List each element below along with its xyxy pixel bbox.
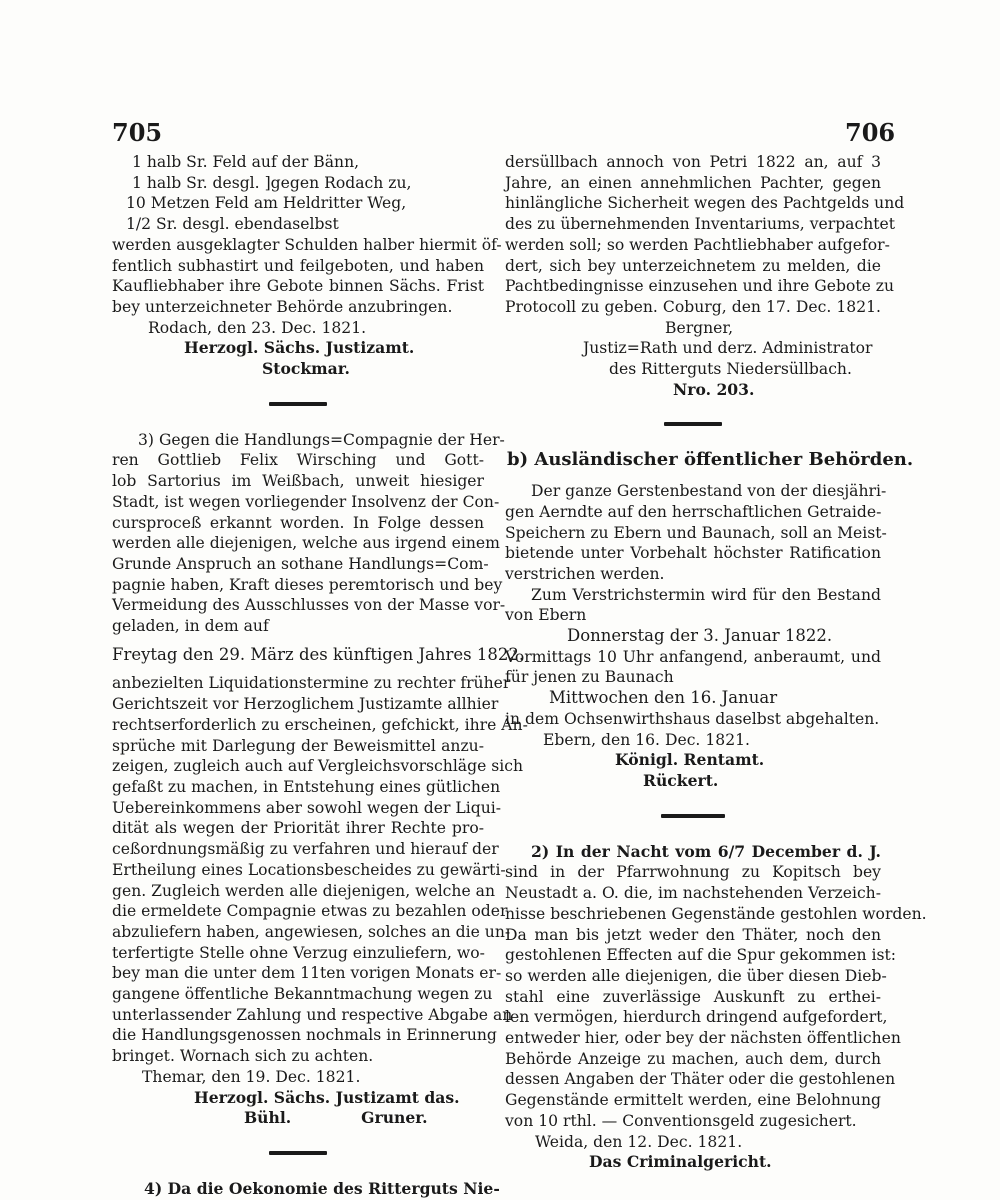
right-column	[505, 152, 927, 1173]
text-line: zeigen, zugleich auch auf Vergleichsvorschläge sich	[112, 757, 524, 776]
list-lines	[112, 152, 484, 235]
text-line: Der ganze Gerstenbestand von der diesjähri-	[531, 482, 887, 501]
text-line: von 10 rthl. — Conventionsgeld zugesichert.	[505, 1111, 857, 1130]
text-line: abzuliefern haben, angewiesen, solches an die un-	[112, 922, 511, 941]
text-line: Behörde Anzeige zu machen, auch dem, durch	[505, 1049, 881, 1068]
text-line: bey man die unter dem 11ten vorigen Monats er-	[112, 964, 502, 983]
text-line: Grunde Anspruch an sothane Handlungs=Com-	[112, 554, 489, 573]
text-line: dessen Angaben der Thäter oder die gestohlenen	[505, 1070, 896, 1089]
text-line: werden ausgeklagter Schulden halber hiermit öf-	[112, 235, 502, 254]
page-number-left: 705	[112, 118, 163, 147]
text-line: die ermeldete Compagnie etwas zu bezahlen oder	[112, 902, 508, 921]
text-line: Zum Verstrichstermin wird für den Bestand	[531, 585, 881, 604]
notice-2	[505, 841, 927, 1132]
text-line: fentlich subhastirt und feilgeboten, und haben	[112, 256, 484, 275]
signer: Stockmar.	[262, 359, 350, 379]
list-line: 1 halb Sr. desgl. ]gegen Rodach zu,	[132, 173, 412, 192]
text-line: Jahre, an einen annehmlichen Pachter, gegen	[505, 173, 881, 192]
text-line: hinlängliche Sicherheit wegen des Pachtgelds und	[505, 194, 905, 213]
text-line: bietende unter Vorbehalt höchster Ratification	[505, 544, 881, 563]
text-line: bringet. Wornach sich zu achten.	[112, 1047, 374, 1066]
authority: Herzogl. Sächs. Justizamt das.	[194, 1087, 460, 1107]
notice-1	[505, 481, 887, 585]
text-line: werden soll; so werden Pachtliebhaber aufgefor-	[505, 235, 890, 254]
text-line: nisse beschriebenen Gegenstände gestohlen worden.	[505, 904, 927, 923]
term-date: Mittwochen den 16. Januar	[549, 688, 778, 708]
page-number-right: 706	[845, 118, 896, 147]
section-heading: b) Ausländischer öffentlicher Behörden.	[507, 449, 914, 471]
text-line: Pachtbedingnisse einzusehen und ihre Gebote zu	[505, 277, 895, 296]
text-line: Protocoll zu geben. Coburg, den 17. Dec. 1821.	[505, 297, 881, 316]
left-column	[112, 152, 528, 1200]
text-line: Speichern zu Ebern und Baunach, soll an Meist-	[505, 523, 887, 542]
divider	[664, 422, 722, 426]
text-line: gefaßt zu machen, in Entstehung eines gütlichen	[112, 777, 501, 796]
text-line: des zu übernehmenden Inventariums, verpachtet	[505, 215, 896, 234]
text-line: gestohlenen Effecten auf die Spur gekommen ist:	[505, 946, 897, 965]
text-line: dersüllbach annoch von Petri 1822 an, auf 3	[505, 153, 881, 171]
text-line: 3) Gegen die Handlungs=Compagnie der Her-	[138, 430, 505, 449]
signer: Rückert.	[643, 770, 719, 790]
text-line: in dem Ochsenwirthshaus daselbst abgehalten.	[505, 709, 880, 728]
text-line: Da man bis jetzt weder den Thäter, noch den	[505, 925, 881, 944]
list-line: 1/2 Sr. desgl. ebendaselbst	[126, 215, 339, 234]
text-line: terfertigte Stelle ohne Verzug einzuliefern, wo-	[112, 943, 485, 962]
text-line: dert, sich bey unterzeichnetem zu melden, die	[505, 256, 881, 275]
text-line: für jenen zu Baunach	[505, 668, 674, 687]
text-line: werden alle diejenigen, welche aus irgend einem	[112, 534, 500, 553]
notice-number: Nro. 203.	[673, 379, 755, 399]
divider	[269, 402, 327, 406]
text-line: Uebereinkommens aber sowohl wegen der Liqui-	[112, 798, 501, 817]
text-line: Stadt, ist wegen vorliegender Insolvenz der Con-	[112, 492, 500, 511]
text-line: len vermögen, hierdurch dringend aufgefordert,	[505, 1008, 888, 1027]
deadline-line: Freytag den 29. März des künftigen Jahres 1822.	[112, 644, 525, 664]
signer: Bergner,	[665, 318, 734, 337]
notice-4-continued	[505, 152, 905, 318]
text-line: gen. Zugleich werden alle diejenigen, welche an	[112, 881, 495, 900]
text-line: verstrichen werden.	[505, 564, 665, 583]
text-line: bey unterzeichneter Behörde anzubringen.	[112, 297, 453, 316]
text-line: gangene öffentliche Bekanntmachung wegen zu	[112, 985, 493, 1004]
signer-title: Justiz=Rath und derz. Administrator	[583, 339, 873, 358]
signatures	[112, 1108, 484, 1129]
text-line: pagnie haben, Kraft dieses peremtorisch und bey	[112, 575, 503, 594]
place-date: Ebern, den 16. Dec. 1821.	[543, 730, 750, 749]
text-line: ren Gottlieb Felix Wirsching und Gott-	[112, 451, 484, 470]
term-date: Donnerstag der 3. Januar 1822.	[567, 626, 833, 646]
paragraph-sale	[112, 235, 502, 318]
text-line: 2) In der Nacht vom 6/7 December d. J.	[531, 841, 881, 861]
signer: Bühl.	[244, 1108, 292, 1128]
text-line: Gerichtszeit vor Herzoglichem Justizamte allhier	[112, 695, 499, 714]
text-line: Kaufliebhaber ihre Gebote binnen Sächs. Frist	[112, 277, 484, 296]
text-line: anbezielten Liquidationstermine zu rechter früher	[112, 674, 511, 693]
authority: Herzogl. Sächs. Justizamt.	[184, 338, 415, 358]
text-line: unterlassender Zahlung und respective Abgabe an	[112, 1005, 513, 1024]
text-line: ceßordnungsmäßig zu verfahren und hierauf der	[112, 840, 499, 859]
place-date: Rodach, den 23. Dec. 1821.	[148, 318, 367, 337]
text-line: Vermeidung des Ausschlusses von der Masse vor-	[112, 596, 506, 615]
divider	[269, 1151, 327, 1155]
text-line: stahl eine zuverlässige Auskunft zu erthei-	[505, 987, 881, 1006]
text-line: cursproceß erkannt worden. In Folge dessen	[112, 513, 484, 532]
notice-3-continued	[112, 673, 528, 1066]
notice-3	[112, 430, 506, 637]
signer: Gruner.	[361, 1108, 428, 1128]
divider	[661, 814, 725, 818]
text-line: Gegenstände ermittelt werden, eine Belohnung	[505, 1091, 882, 1110]
text-line: so werden alle diejenigen, die über diesen Dieb-	[505, 966, 887, 985]
text-line: dität als wegen der Priorität ihrer Rechte pro-	[112, 819, 484, 838]
signer-title: des Ritterguts Niedersüllbach.	[609, 360, 852, 379]
list-line: 1 halb Sr. Feld auf der Bänn,	[132, 153, 360, 171]
place-date: Themar, den 19. Dec. 1821.	[142, 1067, 361, 1086]
text-line: Vormittags 10 Uhr anfangend, anberaumt, und	[505, 647, 881, 666]
text-line: sprüche mit Darlegung der Beweismittel anzu-	[112, 736, 484, 755]
text-line: die Handlungsgenossen nochmals in Erinnerung	[112, 1026, 497, 1045]
authority: Königl. Rentamt.	[615, 750, 765, 770]
text-line: von Ebern	[505, 606, 587, 625]
notice-4-start: 4) Da die Oekonomie des Ritterguts Nie-	[144, 1178, 500, 1198]
text-line: Neustadt a. O. die, im nachstehenden Verzeich-	[505, 884, 881, 903]
text-line: gen Aerndte auf den herrschaftlichen Getraide-	[505, 502, 882, 521]
text-line: entweder hier, oder bey der nächsten öffentlichen	[505, 1029, 901, 1048]
place-date: Weida, den 12. Dec. 1821.	[535, 1132, 743, 1151]
list-line: 10 Metzen Feld am Heldritter Weg,	[126, 194, 407, 213]
text-line: sind in der Pfarrwohnung zu Kopitsch bey	[505, 863, 881, 882]
text-line: lob Sartorius im Weißbach, unweit hiesiger	[112, 472, 484, 491]
text-line: Ertheilung eines Locationsbescheides zu gewärti-	[112, 860, 506, 879]
text-line: rechtserforderlich zu erscheinen, gefchickt, ihre An-	[112, 715, 528, 734]
authority: Das Criminalgericht.	[589, 1152, 772, 1172]
text-line: geladen, in dem auf	[112, 617, 269, 636]
